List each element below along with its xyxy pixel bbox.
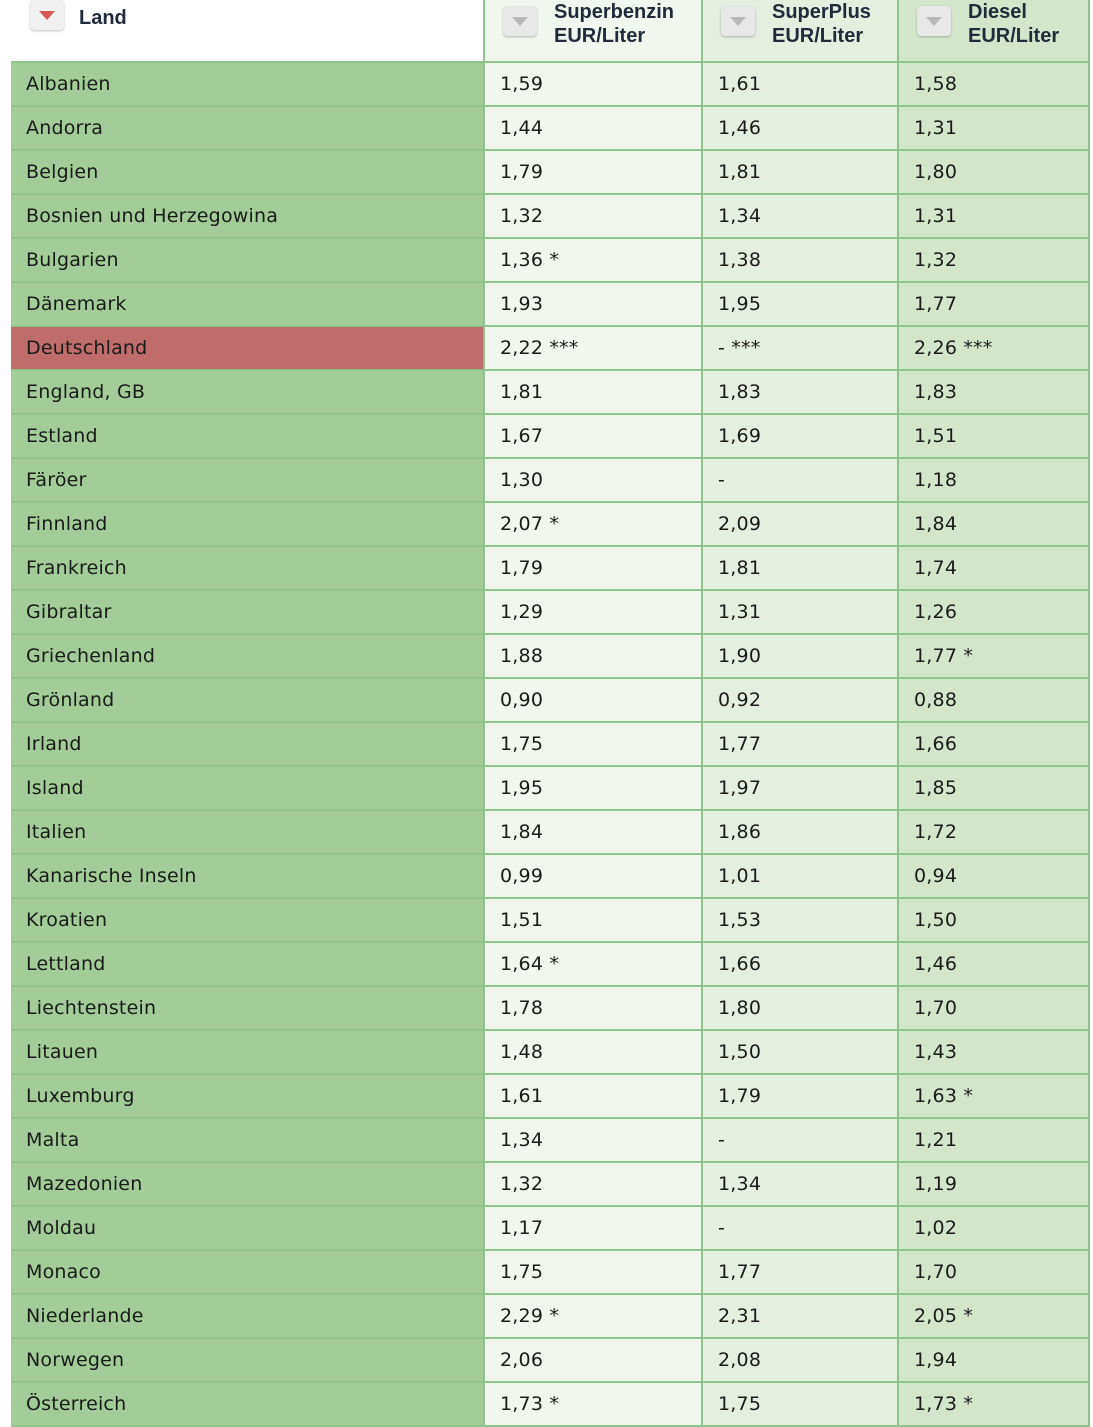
cell-price-plus: 1,38 (702, 238, 898, 282)
cell-price-diesel: 1,18 (898, 458, 1089, 502)
cell-price-super: 1,95 (484, 766, 702, 810)
cell-price-super: 1,78 (484, 986, 702, 1030)
cell-price-plus: 1,66 (702, 942, 898, 986)
cell-price-diesel: 1,26 (898, 590, 1089, 634)
cell-price-diesel: 1,70 (898, 1250, 1089, 1294)
table-row[interactable] (11, 678, 1089, 722)
cell-country: Italien (11, 810, 484, 854)
cell-price-diesel: 2,26 *** (898, 326, 1089, 370)
cell-price-diesel: 1,58 (898, 62, 1089, 106)
cell-country: Kanarische Inseln (11, 854, 484, 898)
column-header-label: SuperPlus EUR/Liter (772, 1, 871, 47)
cell-country: Niederlande (11, 1294, 484, 1338)
table-row[interactable] (11, 810, 1089, 854)
cell-country: Albanien (11, 62, 484, 106)
cell-country: Gibraltar (11, 590, 484, 634)
table-row[interactable] (11, 194, 1089, 238)
table-row[interactable] (11, 238, 1089, 282)
cell-country: Monaco (11, 1250, 484, 1294)
page-margin-left (0, 0, 11, 1400)
table-row[interactable] (11, 766, 1089, 810)
cell-price-diesel: 1,80 (898, 150, 1089, 194)
cell-price-super: 1,79 (484, 150, 702, 194)
cell-price-super: 1,34 (484, 1118, 702, 1162)
cell-price-plus: 1,34 (702, 194, 898, 238)
table-row[interactable] (11, 1030, 1089, 1074)
cell-price-diesel: 1,32 (898, 238, 1089, 282)
table-row[interactable] (11, 942, 1089, 986)
table-row[interactable] (11, 1118, 1089, 1162)
cell-price-diesel: 1,63 * (898, 1074, 1089, 1118)
cell-price-diesel: 1,83 (898, 370, 1089, 414)
cell-price-plus: 1,69 (702, 414, 898, 458)
cell-country: Malta (11, 1118, 484, 1162)
table-row[interactable] (11, 986, 1089, 1030)
sort-superbenzin-button[interactable] (503, 6, 537, 36)
cell-price-plus: 1,80 (702, 986, 898, 1030)
cell-price-plus: - (702, 458, 898, 502)
cell-price-super: 1,32 (484, 1162, 702, 1206)
cell-price-super: 2,07 * (484, 502, 702, 546)
table-row[interactable] (11, 1250, 1089, 1294)
sort-superplus-button[interactable] (721, 6, 755, 36)
cell-price-super: 1,59 (484, 62, 702, 106)
cell-price-super: 1,67 (484, 414, 702, 458)
table-row[interactable] (11, 1206, 1089, 1250)
table-row[interactable] (11, 326, 1089, 370)
cell-price-plus: 1,90 (702, 634, 898, 678)
table-header (11, 0, 1089, 62)
table-row[interactable] (11, 150, 1089, 194)
sort-down-icon (730, 17, 746, 26)
cell-price-diesel: 1,46 (898, 942, 1089, 986)
cell-country: Island (11, 766, 484, 810)
cell-price-plus: 1,77 (702, 1250, 898, 1294)
cell-price-diesel: 1,73 * (898, 1382, 1089, 1426)
cell-price-diesel: 1,51 (898, 414, 1089, 458)
header-row (11, 0, 1089, 62)
cell-price-diesel: 1,77 * (898, 634, 1089, 678)
cell-price-diesel: 1,02 (898, 1206, 1089, 1250)
cell-country: Luxemburg (11, 1074, 484, 1118)
cell-price-diesel: 1,85 (898, 766, 1089, 810)
table-row[interactable] (11, 546, 1089, 590)
table-row[interactable] (11, 898, 1089, 942)
cell-price-plus: 1,77 (702, 722, 898, 766)
cell-price-plus: 2,31 (702, 1294, 898, 1338)
cell-price-plus: 1,81 (702, 546, 898, 590)
sort-down-icon (926, 17, 942, 26)
cell-price-diesel: 1,94 (898, 1338, 1089, 1382)
cell-price-super: 1,36 * (484, 238, 702, 282)
table-row[interactable] (11, 590, 1089, 634)
table-row[interactable] (11, 1338, 1089, 1382)
cell-price-plus: 1,46 (702, 106, 898, 150)
column-header-label: Superbenzin EUR/Liter (554, 1, 675, 47)
cell-country: Mazedonien (11, 1162, 484, 1206)
cell-price-super: 1,84 (484, 810, 702, 854)
cell-country: Estland (11, 414, 484, 458)
cell-price-plus: 1,34 (702, 1162, 898, 1206)
table-row[interactable] (11, 634, 1089, 678)
column-header-superplus[interactable] (702, 0, 898, 62)
table-body (11, 62, 1089, 1426)
cell-price-diesel: 0,88 (898, 678, 1089, 722)
cell-price-super: 1,93 (484, 282, 702, 326)
cell-price-diesel: 1,77 (898, 282, 1089, 326)
cell-country: Kroatien (11, 898, 484, 942)
cell-price-super: 1,29 (484, 590, 702, 634)
cell-price-diesel: 0,94 (898, 854, 1089, 898)
cell-price-diesel: 1,43 (898, 1030, 1089, 1074)
cell-country: Norwegen (11, 1338, 484, 1382)
table-row[interactable] (11, 1382, 1089, 1426)
column-header-diesel[interactable] (898, 0, 1089, 62)
table-row[interactable] (11, 414, 1089, 458)
cell-country: Irland (11, 722, 484, 766)
cell-price-diesel: 1,19 (898, 1162, 1089, 1206)
cell-price-plus: 1,75 (702, 1382, 898, 1426)
cell-country: Liechtenstein (11, 986, 484, 1030)
cell-price-plus: 1,97 (702, 766, 898, 810)
table-row[interactable] (11, 1162, 1089, 1206)
cell-price-super: 2,06 (484, 1338, 702, 1382)
cell-price-diesel: 2,05 * (898, 1294, 1089, 1338)
cell-price-super: 1,79 (484, 546, 702, 590)
cell-price-diesel: 1,74 (898, 546, 1089, 590)
cell-price-super: 1,32 (484, 194, 702, 238)
cell-price-plus: - *** (702, 326, 898, 370)
cell-country: Färöer (11, 458, 484, 502)
column-header-superbenzin[interactable] (484, 0, 702, 62)
cell-price-super: 1,73 * (484, 1382, 702, 1426)
table-row[interactable] (11, 370, 1089, 414)
cell-price-super: 1,61 (484, 1074, 702, 1118)
cell-country: England, GB (11, 370, 484, 414)
cell-price-plus: 1,95 (702, 282, 898, 326)
cell-price-diesel: 1,66 (898, 722, 1089, 766)
cell-price-plus: 2,08 (702, 1338, 898, 1382)
table-row[interactable] (11, 1074, 1089, 1118)
cell-price-diesel: 1,72 (898, 810, 1089, 854)
table-row[interactable] (11, 502, 1089, 546)
cell-price-diesel: 1,50 (898, 898, 1089, 942)
cell-country: Bosnien und Herzegowina (11, 194, 484, 238)
cell-price-super: 1,88 (484, 634, 702, 678)
cell-price-super: 0,99 (484, 854, 702, 898)
cell-country: Moldau (11, 1206, 484, 1250)
cell-price-super: 1,81 (484, 370, 702, 414)
cell-price-plus: 2,09 (702, 502, 898, 546)
cell-price-super: 0,90 (484, 678, 702, 722)
cell-country: Litauen (11, 1030, 484, 1074)
cell-price-plus: 0,92 (702, 678, 898, 722)
cell-country: Bulgarien (11, 238, 484, 282)
cell-price-super: 2,22 *** (484, 326, 702, 370)
fuel-price-table (11, 0, 1090, 1427)
column-header-label: Diesel EUR/Liter (968, 1, 1060, 47)
table-row[interactable] (11, 1294, 1089, 1338)
cell-country: Grönland (11, 678, 484, 722)
cell-country: Andorra (11, 106, 484, 150)
cell-price-plus: - (702, 1206, 898, 1250)
cell-price-super: 1,48 (484, 1030, 702, 1074)
table-row[interactable] (11, 854, 1089, 898)
cell-price-plus: 1,53 (702, 898, 898, 942)
table-row[interactable] (11, 106, 1089, 150)
cell-price-super: 1,30 (484, 458, 702, 502)
cell-country: Lettland (11, 942, 484, 986)
cell-price-diesel: 1,70 (898, 986, 1089, 1030)
cell-price-diesel: 1,31 (898, 106, 1089, 150)
cell-price-plus: - (702, 1118, 898, 1162)
cell-country: Frankreich (11, 546, 484, 590)
cell-price-super: 1,17 (484, 1206, 702, 1250)
cell-price-diesel: 1,31 (898, 194, 1089, 238)
cell-price-plus: 1,01 (702, 854, 898, 898)
table-row[interactable] (11, 458, 1089, 502)
cell-price-super: 1,75 (484, 1250, 702, 1294)
sort-down-icon (39, 11, 55, 20)
cell-price-diesel: 1,84 (898, 502, 1089, 546)
sort-diesel-button[interactable] (917, 6, 951, 36)
cell-price-plus: 1,61 (702, 62, 898, 106)
cell-price-plus: 1,83 (702, 370, 898, 414)
cell-country: Griechenland (11, 634, 484, 678)
cell-price-super: 1,44 (484, 106, 702, 150)
sort-down-icon (512, 17, 528, 26)
cell-price-plus: 1,81 (702, 150, 898, 194)
table-row[interactable] (11, 722, 1089, 766)
cell-country: Dänemark (11, 282, 484, 326)
column-header-land[interactable] (11, 0, 484, 62)
cell-price-diesel: 1,21 (898, 1118, 1089, 1162)
cell-price-super: 2,29 * (484, 1294, 702, 1338)
table-row[interactable] (11, 282, 1089, 326)
cell-price-plus: 1,79 (702, 1074, 898, 1118)
cell-price-plus: 1,50 (702, 1030, 898, 1074)
cell-price-plus: 1,31 (702, 590, 898, 634)
cell-country: Österreich (11, 1382, 484, 1426)
column-header-label: Land (79, 7, 127, 29)
cell-price-super: 1,64 * (484, 942, 702, 986)
sort-land-button[interactable] (30, 0, 64, 30)
cell-price-super: 1,75 (484, 722, 702, 766)
cell-country: Finnland (11, 502, 484, 546)
cell-price-plus: 1,86 (702, 810, 898, 854)
cell-price-super: 1,51 (484, 898, 702, 942)
table-row[interactable] (11, 62, 1089, 106)
cell-country: Belgien (11, 150, 484, 194)
cell-country: Deutschland (11, 326, 484, 370)
